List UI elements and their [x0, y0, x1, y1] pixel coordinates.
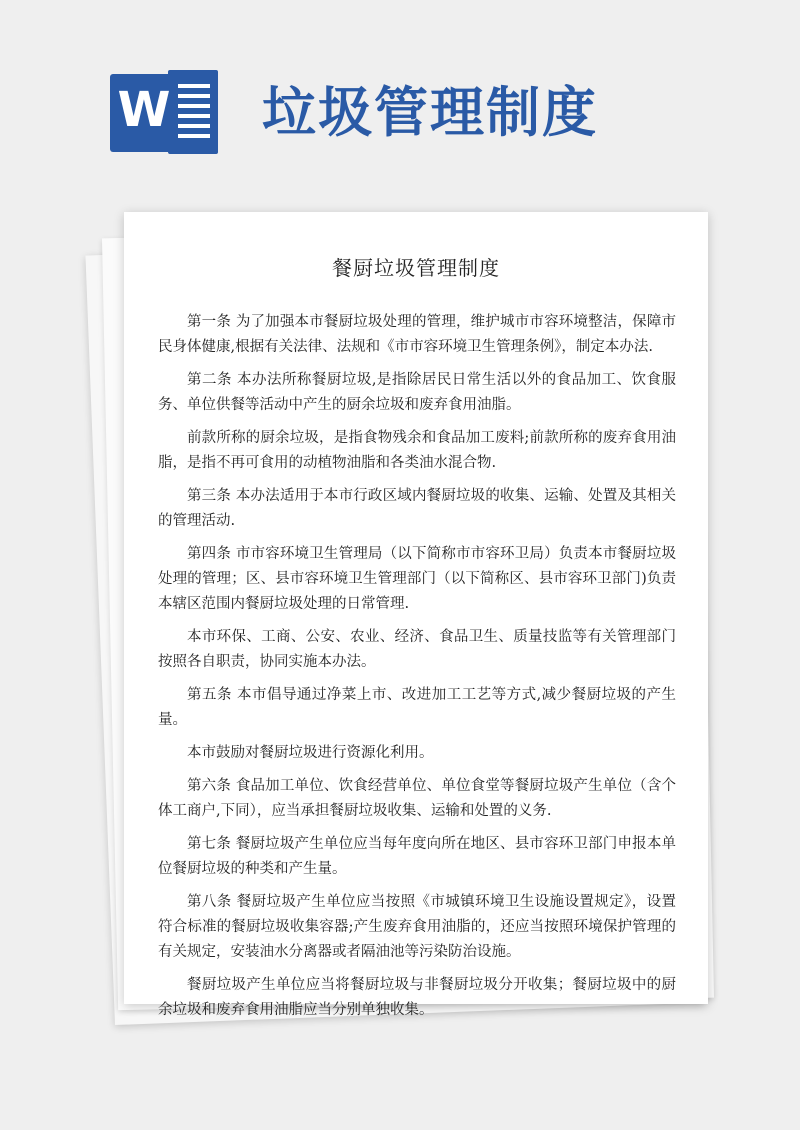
paragraph: 第四条 市市容环境卫生管理局（以下简称市市容环卫局）负责本市餐厨垃圾处理的管理；区、县市容环境卫生管理部门（以下简称区、县市容环卫部门)负责本辖区范围内餐厨垃圾处理的日常管理. — [158, 546, 676, 612]
document-title: 餐厨垃圾管理制度 — [332, 256, 500, 280]
paragraph: 本市环保、工商、公安、农业、经济、食品卫生、质量技监等有关管理部门按照各自职责，协同实施本办法。 — [158, 629, 676, 670]
word-document-icon — [110, 70, 220, 160]
word-letter: W — [117, 82, 171, 138]
paragraph: 前款所称的厨余垃圾，是指食物残余和食品加工废料;前款所称的废弃食用油脂，是指不再可食用的动植物油脂和各类油水混合物. — [158, 430, 676, 471]
document-page — [124, 212, 708, 1018]
page-title: 垃圾管理制度 — [262, 81, 598, 144]
paragraph: 第二条 本办法所称餐厨垃圾,是指除居民日常生活以外的食品加工、饮食服务、单位供餐等活动中产生的厨余垃圾和废弃食用油脂。 — [158, 372, 676, 413]
paragraph: 第一条 为了加强本市餐厨垃圾处理的管理，维护城市市容环境整洁，保障市民身体健康,根据有关法律、法规和《市市容环境卫生管理条例》，制定本办法. — [158, 314, 676, 355]
document-body — [158, 310, 676, 1031]
paragraph: 餐厨垃圾产生单位应当将餐厨垃圾与非餐厨垃圾分开收集；餐厨垃圾中的厨余垃圾和废弃食用油脂应当分别单独收集。 — [158, 977, 676, 1018]
paragraph: 第五条 本市倡导通过净菜上市、改进加工工艺等方式,减少餐厨垃圾的产生量。 — [158, 687, 676, 728]
paragraph: 本市鼓励对餐厨垃圾进行资源化利用。 — [187, 745, 434, 761]
paragraph: 第七条 餐厨垃圾产生单位应当每年度向所在地区、县市容环卫部门申报本单位餐厨垃圾的种类和产生量。 — [158, 836, 676, 877]
paragraph: 第六条 食品加工单位、饮食经营单位、单位食堂等餐厨垃圾产生单位（含个体工商户,下同），应当承担餐厨垃圾收集、运输和处置的义务. — [158, 778, 676, 819]
paragraph: 第八条 餐厨垃圾产生单位应当按照《市城镇环境卫生设施设置规定》，设置符合标准的餐厨垃圾收集容器;产生废弃食用油脂的，还应当按照环境保护管理的有关规定，安装油水分离器或者隔油池等污染防治设施。 — [158, 894, 676, 960]
banner-header — [0, 0, 800, 200]
paragraph: 第三条 本办法适用于本市行政区域内餐厨垃圾的收集、运输、处置及其相关的管理活动. — [158, 488, 676, 529]
